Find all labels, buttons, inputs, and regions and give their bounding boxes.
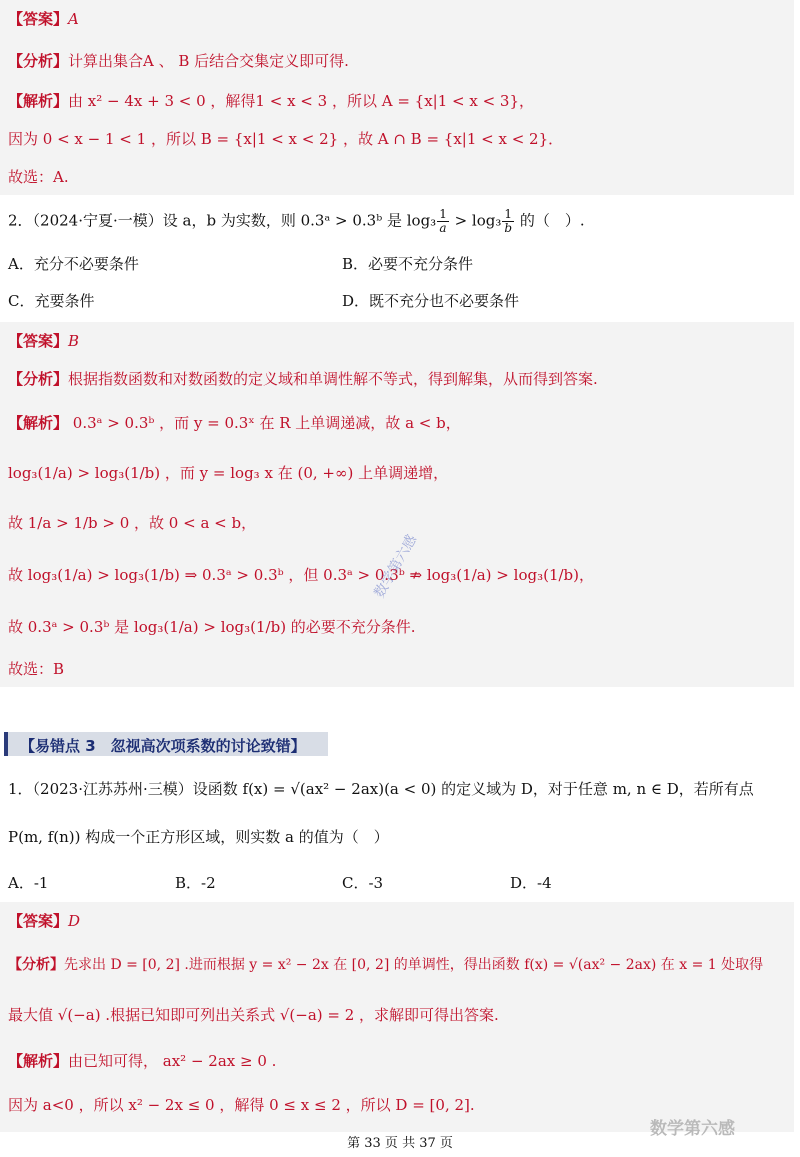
option-c: C．-3 xyxy=(342,874,384,892)
solution-line-2: 因为 0 < x − 1 < 1 ，所以 B = {x|1 < x < 2} ，故 A ∩ B = {x|1 < x < 2}． xyxy=(8,130,564,148)
watermark: 数学第六感 xyxy=(650,1119,735,1139)
answer-value: B xyxy=(68,332,80,350)
section-header xyxy=(4,732,328,756)
analysis-label: 【分析】 xyxy=(8,370,69,388)
answer-label: 【答案】 xyxy=(8,332,69,350)
solution-text: 0.3ᵃ > 0.3ᵇ ，而 y = 0.3ˣ 在 R 上单调递减，故 a < b， xyxy=(68,414,461,432)
analysis-label: 【分析】 xyxy=(8,52,69,70)
answer-line-2 xyxy=(8,330,79,352)
solution-line-4: log₃(1/a) > log₃(1/b) ，而 y = log₃ x 在 (0, +∞) 上单调递增， xyxy=(8,464,449,482)
analysis-text: 根据指数函数和对数函数的定义域和单调性解不等式，得到解集，从而得到答案. xyxy=(68,370,598,388)
answer-line-1 xyxy=(8,8,79,30)
option-a: A．-1 xyxy=(8,874,49,892)
solution-text: 由 x² − 4x + 3 < 0 ，解得1 < x < 3 ，所以 A = {x|1 < x < 3}， xyxy=(68,92,535,110)
fraction-1-over-a: $\frac{1}{a}$ xyxy=(439,207,447,235)
solution-line-5: 故 1/a > 1/b > 0 ，故 0 < a < b， xyxy=(8,514,257,532)
solution-line-9: 因为 a<0 ，所以 x² − 2x ≤ 0 ，解得 0 ≤ x ≤ 2 ，所以 D = [0, 2]. xyxy=(8,1096,475,1114)
page-number: 第 33 页 共 37 页 xyxy=(347,1136,453,1151)
option-d: D．-4 xyxy=(510,874,552,892)
question-1-stem-2: P(m, f(n)) 构成一个正方形区域，则实数 a 的值为（ ） xyxy=(8,828,389,846)
solution-label: 【解析】 xyxy=(8,1052,69,1070)
solution-line-6: 故 log₃(1/a) > log₃(1/b) ⇒ 0.3ᵃ > 0.3ᵇ ，但 0.3ᵃ > 0.3ᵇ ⇏ log₃(1/a) > log₃(1/b)， xyxy=(8,566,594,584)
analysis-text: 计算出集合A 、 B 后结合交集定义即可得. xyxy=(68,52,349,70)
answer-label: 【答案】 xyxy=(8,10,69,28)
question-2-prefix: 2．（2024·宁夏·一模）设 a，b 为实数，则 0.3ᵃ > 0.3ᵇ 是 log₃ xyxy=(8,211,437,230)
solution-line-7: 故 0.3ᵃ > 0.3ᵇ 是 log₃(1/a) > log₃(1/b) 的必要不充分条件. xyxy=(8,618,416,636)
option-c: C．充要条件 xyxy=(8,292,95,310)
answer-label: 【答案】 xyxy=(8,912,69,930)
question-2-stem xyxy=(8,208,585,235)
analysis-label: 【分析】 xyxy=(8,957,64,973)
section-header-text: 【易错点 3 忽视高次项系数的讨论致错】 xyxy=(20,737,306,755)
option-d: D．既不充分也不必要条件 xyxy=(342,292,520,310)
solution-label: 【解析】 xyxy=(8,92,69,110)
analysis-line-4: 最大值 √(−a) .根据已知即可列出关系式 √(−a) = 2 ，求解即可得出答案. xyxy=(8,1006,499,1024)
option-a: A．充分不必要条件 xyxy=(8,255,139,273)
solution-text: 由已知可得， ax² − 2ax ≥ 0 . xyxy=(68,1052,277,1070)
analysis-line-3 xyxy=(8,954,763,976)
fraction-1-over-b: $\frac{1}{b}$ xyxy=(504,207,513,235)
answer-value: A xyxy=(68,10,79,28)
analysis-text: 先求出 D = [0, 2] .进而根据 y = x² − 2x 在 [0, 2] 的单调性，得出函数 f(x) = √(ax² − 2ax) 在 x = 1 处取得 xyxy=(64,957,764,973)
analysis-line-2 xyxy=(8,368,598,390)
choose-line-2: 故选：B xyxy=(8,660,65,678)
stamp-watermark: 数学第六感 xyxy=(371,532,421,601)
analysis-line-1 xyxy=(8,50,349,72)
option-b: B．必要不充分条件 xyxy=(342,255,474,273)
question-1-stem-1: 1．（2023·江苏苏州·三模）设函数 f(x) = √(ax² − 2ax)(a < 0) 的定义域为 D，对于任意 m, n ∈ D，若所有点 xyxy=(8,780,754,798)
question-2-middle: > log₃ xyxy=(449,211,502,230)
question-2-suffix: 的（ ）. xyxy=(515,211,585,230)
solution-line-1 xyxy=(8,90,534,112)
solution-label: 【解析】 xyxy=(8,414,69,432)
solution-line-8 xyxy=(8,1050,276,1072)
answer-value: D xyxy=(68,912,81,930)
choose-line-1: 故选：A. xyxy=(8,168,69,186)
answer-line-3 xyxy=(8,910,80,932)
option-b: B．-2 xyxy=(175,874,216,892)
solution-line-3 xyxy=(8,412,461,434)
